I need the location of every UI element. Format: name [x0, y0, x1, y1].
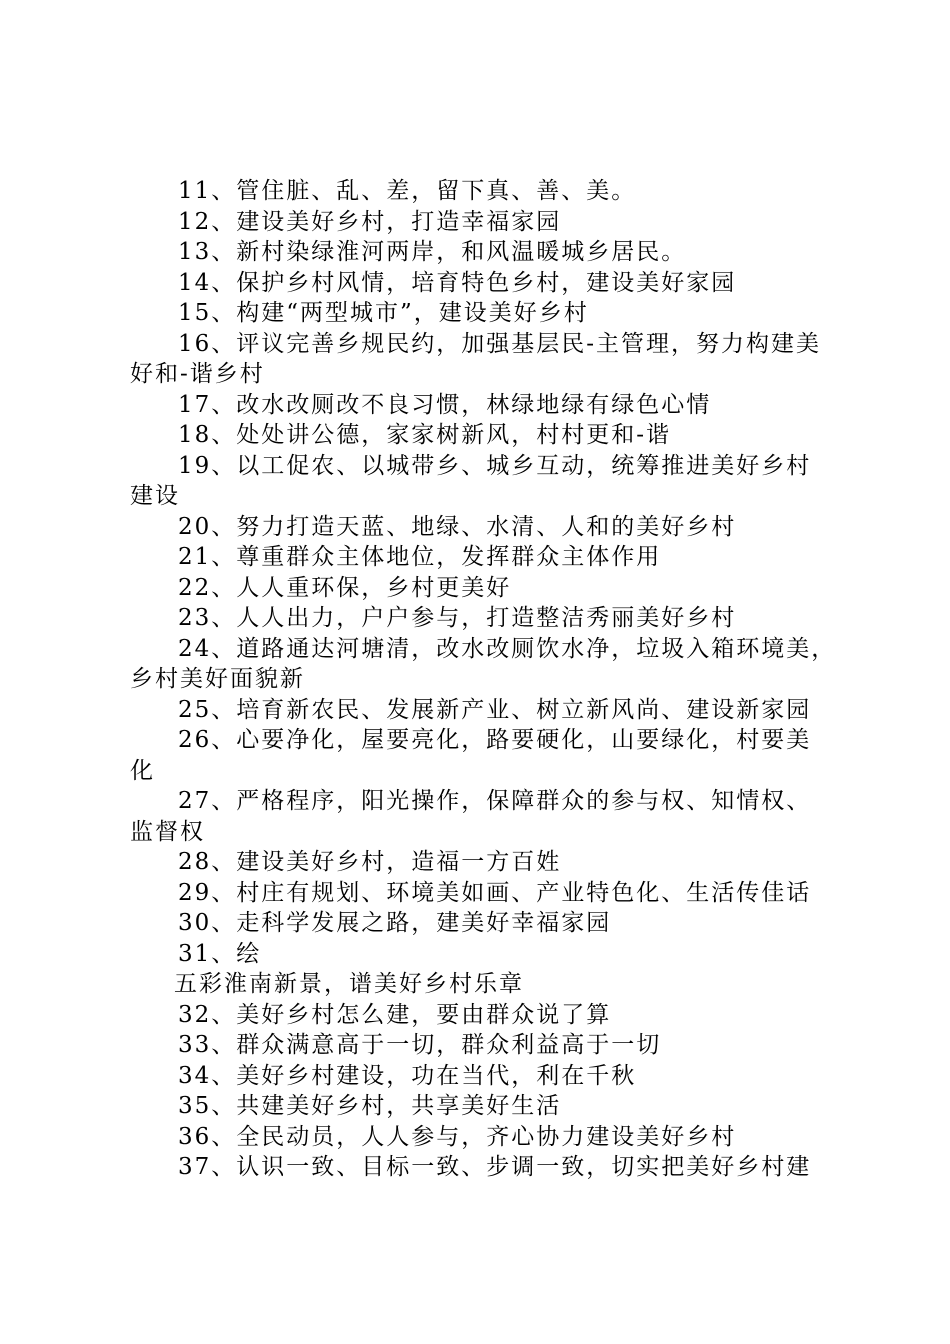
slogan-line: 12、建设美好乡村，打造幸福家园 [178, 208, 562, 235]
slogan-line: 28、建设美好乡村，造福一方百姓 [178, 849, 562, 875]
slogan-line: 25、培育新农民、发展新产业、树立新风尚、建设新家园 [178, 696, 812, 723]
slogan-list [130, 176, 840, 1183]
slogan-line: 20、努力打造天蓝、地绿、水清、人和的美好乡村 [178, 513, 737, 540]
slogan-line: 36、全民动员，人人参与，齐心协力建设美好乡村 [178, 1123, 737, 1150]
slogan-line-continuation: 五彩淮南新景，谱美好乡村乐章 [174, 971, 524, 997]
slogan-line: 15、构建“两型城市”，建设美好乡村 [178, 300, 589, 326]
slogan-line: 21、尊重群众主体地位，发挥群众主体作用 [178, 544, 662, 570]
slogan-line: 31、绘 [178, 940, 262, 967]
slogan-line: 29、村庄有规划、环境美如画、产业特色化、生活传佳话 [178, 879, 812, 906]
slogan-line: 11、管住脏、乱、差，留下真、善、美。 [178, 178, 637, 204]
slogan-line: 17、改水改厕改不良习惯，林绿地绿有绿色心情 [178, 391, 712, 418]
slogan-line: 13、新村染绿淮河两岸，和风温暖城乡居民。 [178, 239, 687, 265]
slogan-line: 34、美好乡村建设，功在当代，利在千秋 [178, 1062, 637, 1089]
slogan-line: 23、人人出力，户户参与，打造整洁秀丽美好乡村 [178, 605, 737, 631]
slogan-line: 22、人人重环保，乡村更美好 [178, 574, 512, 601]
slogan-line: 32、美好乡村怎么建，要由群众说了算 [178, 1001, 612, 1028]
slogan-line: 19、以工促农、以城带乡、城乡互动，统筹推进美好乡村 [178, 452, 812, 479]
slogan-line-continuation: 好和-谐乡村 [130, 361, 265, 387]
slogan-line: 18、处处讲公德，家家树新风，村村更和-谐 [178, 422, 672, 448]
slogan-line: 37、认识一致、目标一致、步调一致，切实把美好乡村建 [178, 1154, 812, 1180]
slogan-line-continuation: 监督权 [130, 818, 205, 845]
slogan-line: 35、共建美好乡村，共享美好生活 [178, 1093, 562, 1119]
slogan-line: 26、心要净化，屋要亮化，路要硬化，山要绿化，村要美 [178, 727, 812, 753]
slogan-line: 33、群众满意高于一切，群众利益高于一切 [178, 1032, 662, 1058]
slogan-line: 14、保护乡村风情，培育特色乡村，建设美好家园 [178, 269, 737, 296]
slogan-line: 16、评议完善乡规民约，加强基层民-主管理，努力构建美 [178, 330, 822, 357]
slogan-line: 27、严格程序，阳光操作，保障群众的参与权、知情权、 [178, 788, 812, 814]
slogan-line: 30、走科学发展之路，建美好幸福家园 [178, 910, 612, 936]
slogan-line-continuation: 建设 [130, 483, 180, 509]
slogan-line-continuation: 乡村美好面貌新 [130, 666, 305, 692]
slogan-line: 24、道路通达河塘清，改水改厕饮水净，垃圾入箱环境美， [178, 635, 837, 662]
slogan-line-continuation: 化 [130, 757, 155, 784]
